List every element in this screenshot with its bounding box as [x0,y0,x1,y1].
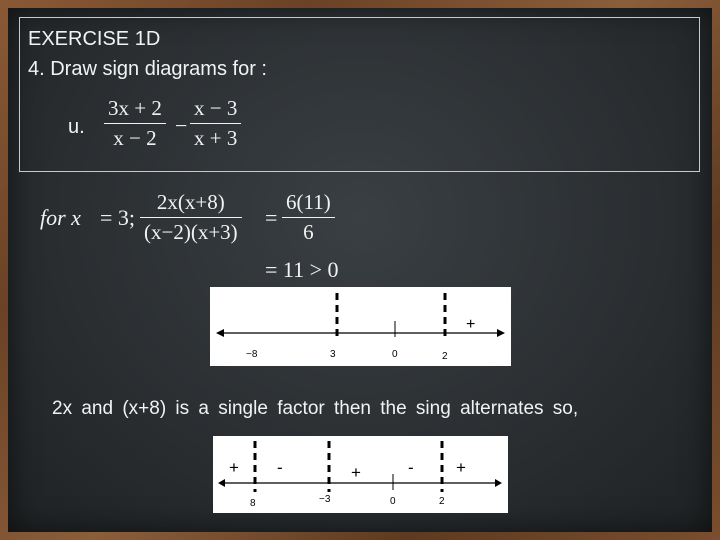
tick-label: −8 [246,349,258,360]
sign-label: + [229,458,239,477]
exercise-title: EXERCISE 1D [28,28,161,50]
fraction-numerator: x − 3 [194,96,238,120]
left-arrow-icon [218,479,225,487]
tick-label: 0 [390,496,396,507]
test-for-text: for x [40,205,81,230]
test-value: = 3; [100,205,136,230]
sign-diagram-1 [210,287,511,366]
right-arrow-icon [495,479,502,487]
test-result: = 11 > 0 [265,257,339,282]
fraction-denominator: x − 2 [113,126,157,150]
test-rhs-fraction [282,190,335,245]
fraction-denominator: x + 3 [194,126,238,150]
left-arrow-icon [216,329,224,337]
fraction-bar [282,217,335,218]
part-fraction-2 [190,96,241,151]
explanation-text: 2x and (x+8) is a single factor then the sing alternates so, [52,398,579,419]
sign-diagram-2-svg [213,436,508,513]
sign-label: + [456,458,466,477]
tick-label: 2 [442,351,448,362]
fraction-bar [104,123,166,124]
sign-label: - [408,458,414,477]
fraction-denominator: (x−2)(x+3) [144,220,238,244]
equals-sign: = [265,205,278,230]
tick-label: −3 [319,494,331,505]
tick-label: 3 [330,349,336,360]
sign-label: + [351,463,361,482]
sign-label: - [277,458,283,477]
fraction-numerator: 3x + 2 [108,96,162,120]
sign-diagram-1-svg [210,287,511,366]
fraction-denominator: 6 [303,220,314,244]
minus-sign: − [175,113,188,138]
part-label: u. [68,116,85,138]
tick-label: 8 [250,498,256,509]
part-fraction-1 [104,96,166,151]
question-text: 4. Draw sign diagrams for : [28,58,267,80]
right-arrow-icon [497,329,505,337]
fraction-numerator: 6(11) [286,190,331,214]
test-lhs-fraction [140,190,242,245]
fraction-bar [190,123,241,124]
tick-label: 0 [392,349,398,360]
fraction-numerator: 2x(x+8) [156,190,225,214]
sign-diagram-2 [213,436,508,513]
fraction-bar [140,217,242,218]
tick-label: 2 [439,496,445,507]
sign-label: + [466,316,476,333]
